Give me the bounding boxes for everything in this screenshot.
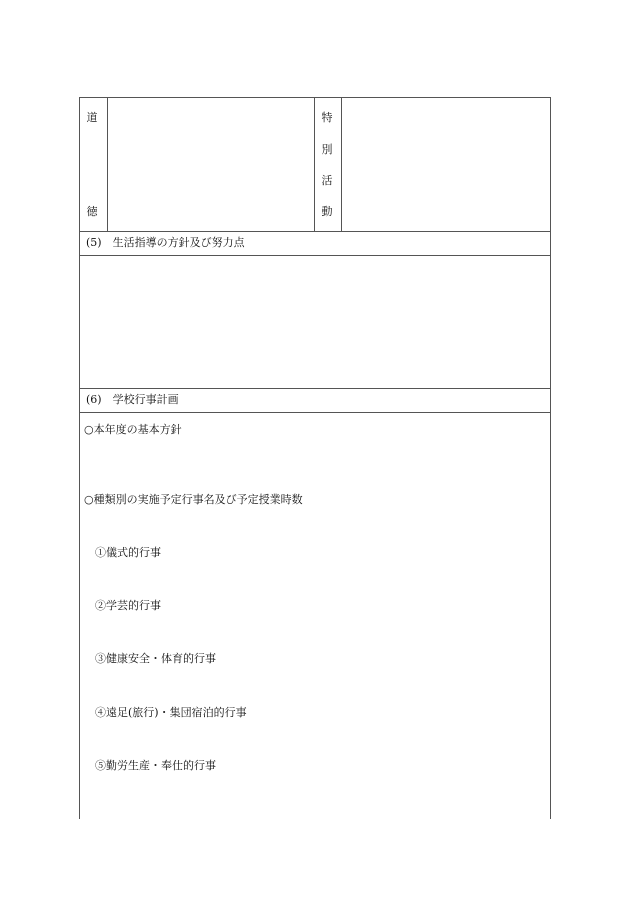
event-item-service: ⑤勤労生産・奉仕的行事 — [95, 759, 216, 772]
moral-label-top: 道 — [86, 111, 98, 124]
row-divider-1 — [79, 231, 551, 232]
special-activity-char-1: 特 — [321, 111, 333, 124]
event-item-ceremonial: ①儀式的行事 — [95, 546, 161, 559]
event-item-excursion: ④遠足(旅行)・集団宿泊的行事 — [95, 706, 247, 719]
basic-policy-label: ○本年度の基本方針 — [84, 423, 182, 436]
section5-content-cell[interactable] — [80, 256, 550, 388]
special-activity-char-3: 活 — [321, 174, 333, 187]
special-activity-char-2: 別 — [321, 143, 333, 156]
table-left-border — [79, 97, 80, 819]
special-activity-char-4: 動 — [321, 205, 333, 218]
special-activity-content-cell[interactable] — [342, 98, 550, 231]
moral-content-divider — [314, 97, 315, 231]
table-right-border — [550, 97, 551, 819]
moral-label-bottom: 徳 — [86, 205, 98, 218]
row-divider-3 — [79, 388, 551, 389]
section6-heading: (6) 学校行事計画 — [86, 393, 179, 406]
moral-content-cell[interactable] — [108, 98, 314, 231]
event-item-cultural: ②学芸的行事 — [95, 599, 161, 612]
events-by-type-label: ○種類別の実施予定行事名及び予定授業時数 — [84, 493, 303, 506]
row-divider-4 — [79, 412, 551, 413]
event-item-health-sports: ③健康安全・体育的行事 — [95, 652, 216, 665]
section5-heading: (5) 生活指導の方針及び努力点 — [86, 236, 245, 249]
